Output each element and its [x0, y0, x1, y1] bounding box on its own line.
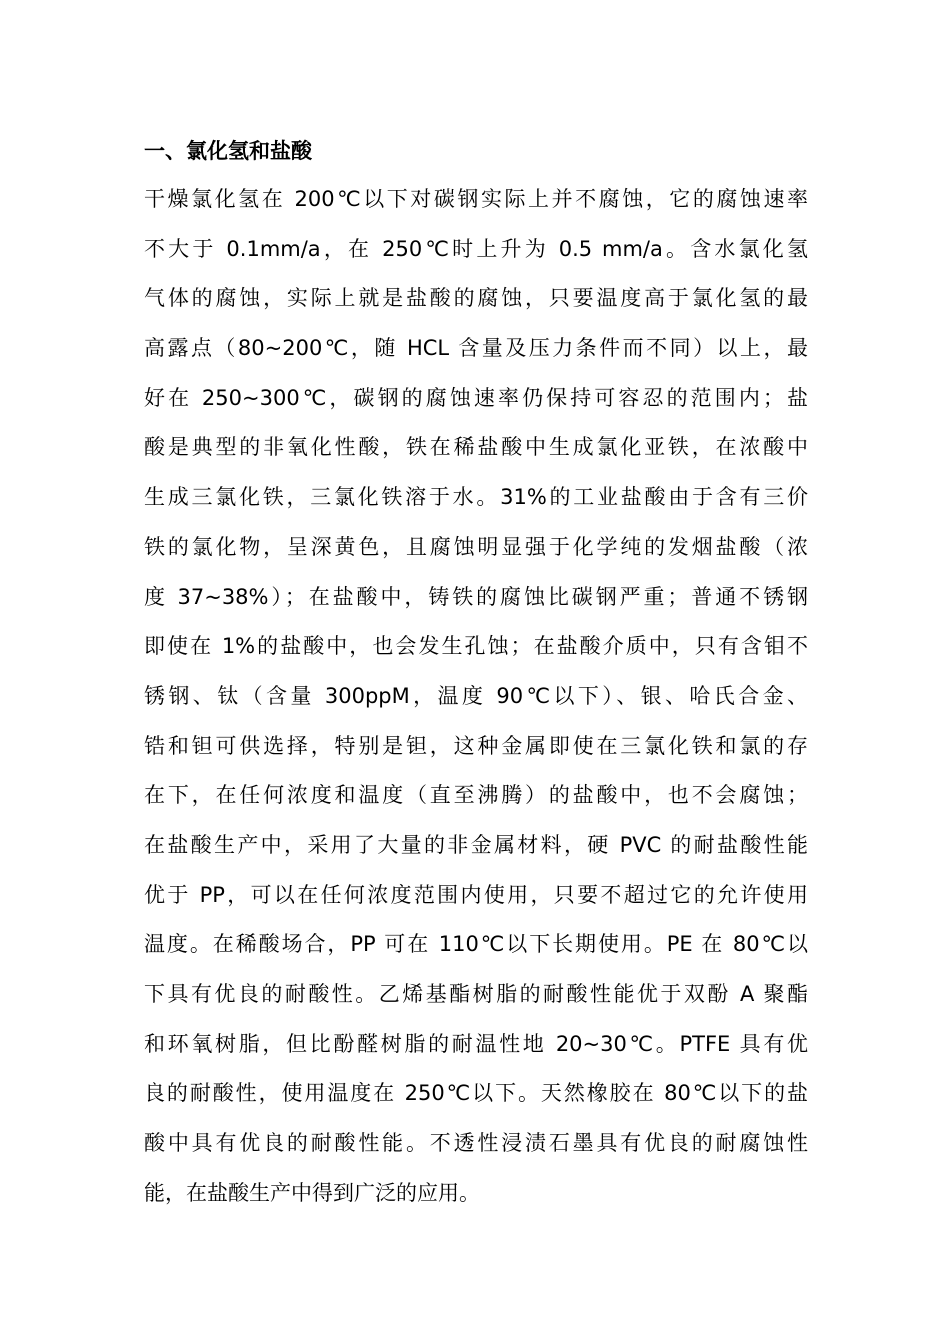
text-line: 不大于 0.1mm/a，在 250℃时上升为 0.5 mm/a。含水氯化氢: [144, 236, 808, 261]
section-heading: 一、氯化氢和盐酸: [144, 139, 312, 163]
text-line: 酸中具有优良的耐酸性能。不透性浸渍石墨具有优良的耐腐蚀性: [144, 1131, 808, 1156]
text-line: 温度。在稀酸场合，PP 可在 110℃以下长期使用。PE 在 80℃以: [144, 932, 808, 957]
text-line: 下具有优良的耐酸性。乙烯基酯树脂的耐酸性能优于双酚 A 聚酯: [144, 982, 808, 1006]
text-line: 度 37~38%）；在盐酸中，铸铁的腐蚀比碳钢严重；普通不锈钢: [144, 584, 808, 609]
text-line: 高露点（80~200℃，随 HCL 含量及压力条件而不同）以上，最: [144, 336, 808, 361]
text-line: 干燥氯化氢在 200℃以下对碳钢实际上并不腐蚀，它的腐蚀速率: [144, 187, 808, 211]
text-line: 即使在 1%的盐酸中，也会发生孔蚀；在盐酸介质中，只有含钼不: [144, 634, 808, 659]
text-line: 铁的氯化物，呈深黄色，且腐蚀明显强于化学纯的发烟盐酸（浓: [144, 534, 808, 559]
text-line: 优于 PP，可以在任何浓度范围内使用，只要不超过它的允许使用: [144, 882, 808, 907]
text-line: 锆和钽可供选择，特别是钽，这种金属即使在三氯化铁和氯的存: [144, 733, 808, 758]
text-line: 酸是典型的非氧化性酸，铁在稀盐酸中生成氯化亚铁，在浓酸中: [144, 435, 808, 460]
text-line: 好在 250~300℃，碳钢的腐蚀速率仍保持可容忍的范围内；盐: [144, 385, 808, 410]
text-line: 在下，在任何浓度和温度（直至沸腾）的盐酸中，也不会腐蚀；: [144, 783, 808, 808]
body-paragraph: [144, 182, 808, 1225]
text-line: 生成三氯化铁，三氯化铁溶于水。31%的工业盐酸由于含有三价: [144, 485, 808, 510]
text-line: 气体的腐蚀，实际上就是盐酸的腐蚀，只要温度高于氯化氢的最: [144, 286, 808, 311]
text-line: 能，在盐酸生产中得到广泛的应用。: [144, 1180, 480, 1205]
text-line: 在盐酸生产中，采用了大量的非金属材料，硬 PVC 的耐盐酸性能: [144, 832, 808, 857]
text-line: 锈钢、钛（含量 300ppM，温度 90℃以下）、银、哈氏合金、: [144, 683, 809, 708]
text-line: 良的耐酸性，使用温度在 250℃以下。天然橡胶在 80℃以下的盐: [144, 1081, 808, 1106]
text-line: 和环氧树脂，但比酚醛树脂的耐温性地 20~30℃。PTFE 具有优: [144, 1031, 808, 1056]
